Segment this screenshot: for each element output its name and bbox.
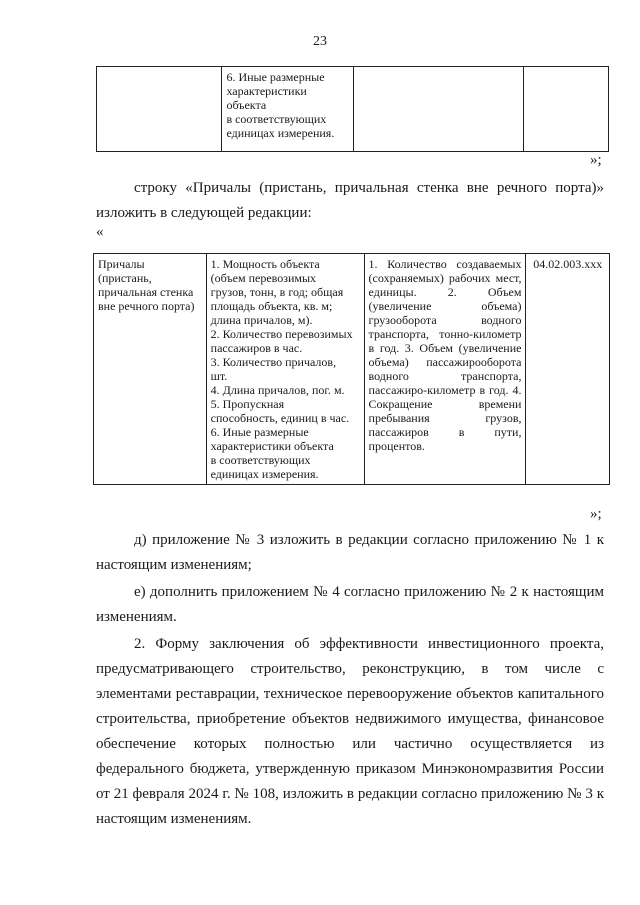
- cell-line: (объем перевозимых: [210, 271, 317, 285]
- cell-line: 6. Иные размерные: [226, 70, 325, 84]
- cell-line: в соответствующих: [226, 112, 327, 126]
- cell-line: вне речного порта): [98, 299, 195, 313]
- paragraph-e: е) дополнить приложением № 4 согласно приложению № 2 к настоящим изменениям.: [96, 584, 604, 625]
- table-cell-empty: [354, 67, 524, 152]
- cell-line: объекта: [226, 98, 267, 112]
- cell-line: Причалы: [98, 257, 145, 271]
- closing-quote: »;: [590, 152, 602, 168]
- cell-line: пассажиров в час.: [210, 341, 303, 355]
- cell-line: шт.: [210, 369, 228, 383]
- table-cell-code: 04.02.003.xxx: [526, 254, 610, 485]
- cell-line: (пристань,: [98, 271, 152, 285]
- cell-line: причальная стенка: [98, 285, 194, 299]
- paragraph-d: д) приложение № 3 изложить в редакции согласно приложению № 1 к настоящим изменениям;: [96, 532, 604, 573]
- cell-line: площадь объекта, кв. м;: [210, 299, 333, 313]
- cell-line: характеристики объекта: [210, 439, 334, 453]
- table-cell-empty: [524, 67, 609, 152]
- cell-line: единицах измерения.: [210, 467, 319, 481]
- table-continuation: [96, 66, 609, 152]
- cell-line: 3. Количество причалов,: [210, 355, 337, 369]
- paragraph-2: 2. Форму заключения об эффективности инвестиционного проекта, предусматривающего строительство, реконструкцию, в том числе с элементами реставрации, техническое перевооружение объектов капитального строительства, приобретение объектов недвижимого имущества, финансовое обеспечение которых полностью или частично осуществляется из федерального бюджета, утвержденную приказом Минэкономразвития России от 21 февраля 2024 г. № 108, изложить в редакции согласно приложению № 3 к настоящим изменениям.: [96, 636, 604, 827]
- table-cell-indicators: 1. Количество создаваемых (сохраняемых) рабочих мест, единицы. 2. Объем (увеличение объема) грузооборота водного транспорта, тонно-километр в год. 3. Объем (увеличение объема) пассажирооборота водного транспорта, пассажиро-километр в год. 4. Сокращение времени пребывания грузов, пассажиров в пути, процентов.: [364, 254, 526, 485]
- table-cell-characteristics: [206, 254, 364, 485]
- table-cell-characteristics: [222, 67, 354, 152]
- cell-line: 2. Количество перевозимых: [210, 327, 353, 341]
- page-number: 23: [313, 34, 327, 49]
- cell-line: 6. Иные размерные: [210, 425, 309, 439]
- table-cell-empty: [97, 67, 222, 152]
- cell-line: 5. Пропускная: [210, 397, 285, 411]
- cell-line: способность, единиц в час.: [210, 411, 350, 425]
- opening-quote: «: [96, 224, 104, 240]
- table-cell-object: [94, 254, 207, 485]
- table-row: [94, 254, 610, 485]
- closing-quote: »;: [590, 506, 602, 522]
- paragraph-replace-line: строку «Причалы (пристань, причальная стенка вне речного порта)» изложить в следующей редакции:: [96, 180, 604, 221]
- cell-line: 1. Мощность объекта: [210, 257, 320, 271]
- table-piers: [93, 253, 610, 485]
- cell-line: 4. Длина причалов, пог. м.: [210, 383, 345, 397]
- cell-line: грузов, тонн, в год; общая: [210, 285, 344, 299]
- cell-line: характеристики: [226, 84, 307, 98]
- table-row: [97, 67, 609, 152]
- cell-line: в соответствующих: [210, 453, 311, 467]
- cell-line: единицах измерения.: [226, 126, 335, 140]
- cell-line: длина причалов, м).: [210, 313, 313, 327]
